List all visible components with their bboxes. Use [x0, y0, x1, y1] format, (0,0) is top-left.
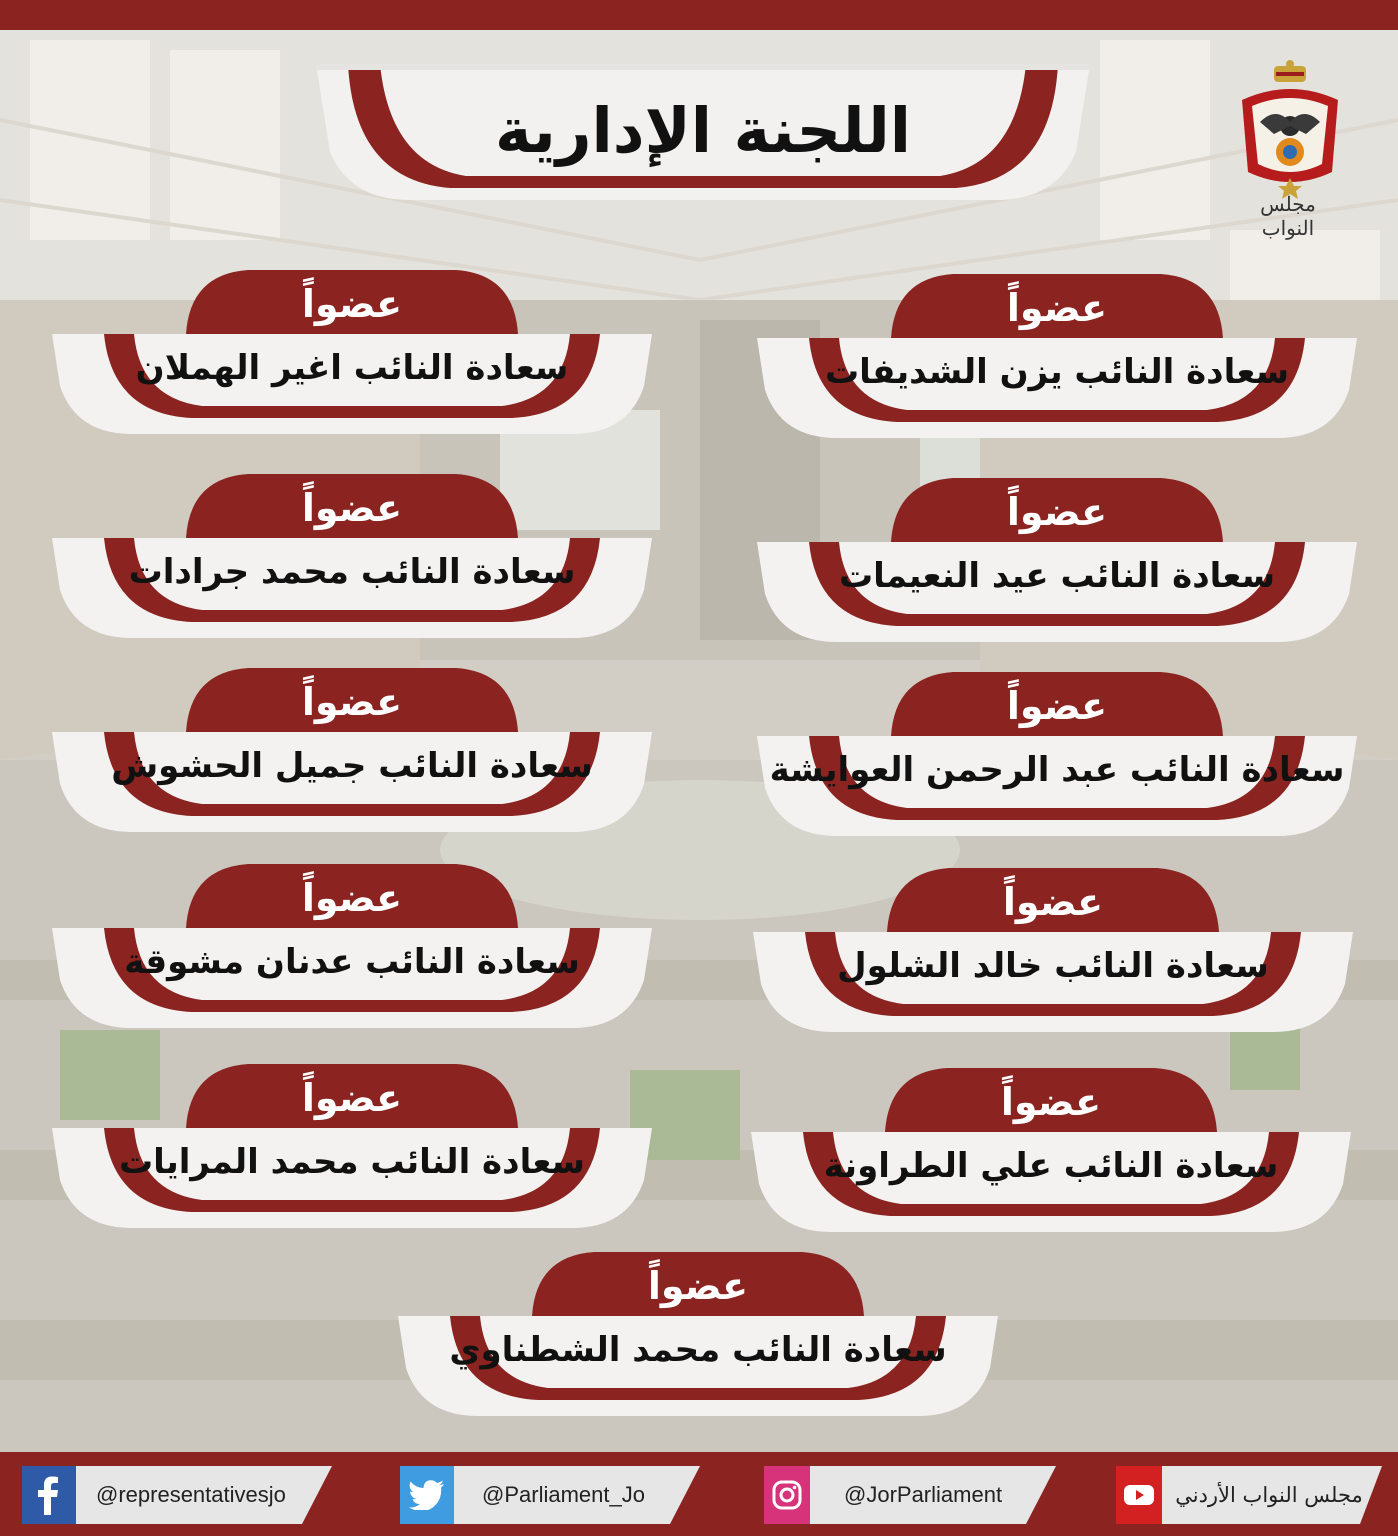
facebook-handle: @representativesjo — [96, 1482, 286, 1507]
member-name: سعادة النائب محمد الشطناوي — [449, 1330, 947, 1370]
member-name: سعادة النائب جميل الحشوش — [111, 746, 593, 786]
member-card — [52, 862, 652, 1032]
member-card — [757, 476, 1357, 646]
member-name: سعادة النائب عبد الرحمن العوايشة — [769, 750, 1345, 790]
member-card — [52, 472, 652, 642]
member-card — [52, 1062, 652, 1232]
member-name: سعادة النائب يزن الشديفات — [824, 352, 1289, 392]
member-name: سعادة النائب محمد المرايات — [119, 1142, 585, 1182]
member-card — [52, 268, 652, 438]
member-card — [52, 666, 652, 836]
twitter-icon — [400, 1466, 454, 1524]
member-card — [757, 670, 1357, 840]
title-banner — [316, 64, 1090, 202]
member-card — [753, 866, 1353, 1036]
member-role-tag: عضواً — [1002, 880, 1104, 924]
member-role-tag: عضواً — [1006, 286, 1108, 330]
member-name: سعادة النائب محمد جرادات — [128, 552, 576, 592]
member-card — [757, 272, 1357, 442]
member-role-tag: عضواً — [301, 876, 403, 920]
member-role-tag: عضواً — [647, 1264, 749, 1308]
member-name: سعادة النائب عيد النعيمات — [838, 556, 1276, 596]
facebook-icon — [22, 1466, 76, 1524]
instagram-handle: @JorParliament — [844, 1482, 1003, 1507]
facebook-link[interactable] — [22, 1466, 332, 1524]
page-title: اللجنة الإدارية — [494, 94, 912, 167]
member-role-tag: عضواً — [1006, 490, 1108, 534]
member-role-tag: عضواً — [301, 1076, 403, 1120]
member-role-tag: عضواً — [1000, 1080, 1102, 1124]
youtube-link[interactable] — [1116, 1466, 1386, 1524]
member-card — [751, 1066, 1351, 1236]
member-role-tag: عضواً — [301, 282, 403, 326]
member-name: سعادة النائب اغير الهملان — [135, 348, 569, 388]
instagram-link[interactable] — [764, 1466, 1056, 1524]
member-role-tag: عضواً — [1006, 684, 1108, 728]
top-accent-bar — [0, 0, 1398, 30]
emblem-caption: مجلس النواب — [1260, 192, 1316, 240]
twitter-link[interactable] — [400, 1466, 700, 1524]
member-role-tag: عضواً — [301, 486, 403, 530]
youtube-icon — [1112, 1466, 1166, 1524]
instagram-icon — [760, 1466, 814, 1524]
youtube-channel-name: مجلس النواب الأردني — [1175, 1483, 1363, 1507]
member-name: سعادة النائب خالد الشلول — [837, 946, 1269, 986]
member-name: سعادة النائب علي الطراونة — [823, 1146, 1279, 1186]
member-card — [398, 1250, 998, 1420]
member-name: سعادة النائب عدنان مشوقة — [124, 942, 580, 982]
twitter-handle: @Parliament_Jo — [482, 1482, 645, 1507]
member-role-tag: عضواً — [301, 680, 403, 724]
